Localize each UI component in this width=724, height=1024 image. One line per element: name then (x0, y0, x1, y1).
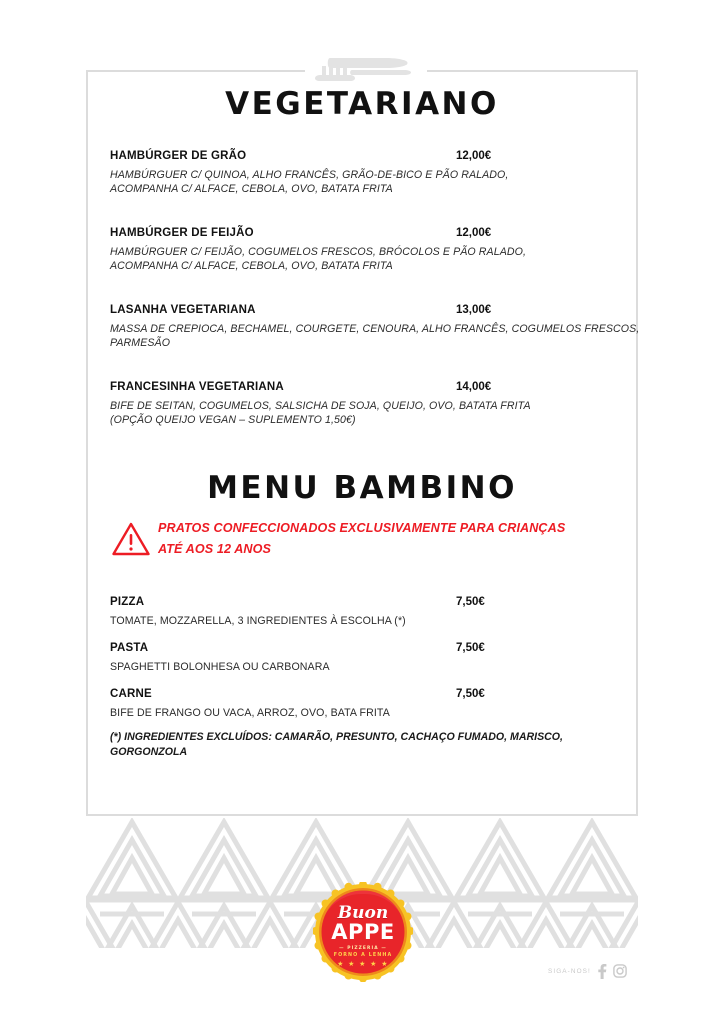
footnote-line: GORGONZOLA (110, 746, 188, 758)
description-line: BIFE DE SEITAN, COGUMELOS, SALSICHA DE SOJA, QUEIJO, OVO, BATATA FRITA (110, 400, 531, 412)
menu-item (110, 227, 602, 273)
menu-item-header (110, 150, 602, 166)
menu-item (110, 304, 640, 350)
menu-item-price: 13,00€ (456, 304, 492, 316)
menu-item-name: CARNE (110, 688, 152, 700)
menu-item-name: FRANCESINHA VEGETARIANA (110, 381, 284, 393)
menu-item-description (110, 399, 602, 427)
excluded-ingredients-note (110, 730, 602, 760)
menu-item-name: HAMBÚRGER DE GRÃO (110, 150, 247, 162)
menu-item-price: 7,50€ (456, 642, 485, 654)
menu-item-header (110, 381, 602, 397)
menu-item-header (110, 688, 602, 704)
footnote-line: (*) INGREDIENTES EXCLUÍDOS: CAMARÃO, PRESUNTO, CACHAÇO FUMADO, MARISCO, (110, 731, 563, 743)
menu-item-price: 7,50€ (456, 688, 485, 700)
description-line: ACOMPANHA C/ ALFACE, CEBOLA, OVO, BATATA FRITA (110, 183, 393, 196)
menu-item (110, 596, 602, 628)
menu-item (110, 150, 602, 196)
description-line: ACOMPANHA C/ ALFACE, CEBOLA, OVO, BATATA FRITA (110, 260, 393, 273)
warning-line: PRATOS CONFECCIONADOS EXCLUSIVAMENTE PARA CRIANÇAS (158, 521, 566, 535)
menu-item-header (110, 304, 602, 320)
menu-item-price: 7,50€ (456, 596, 485, 608)
description-line: PARMESÃO (110, 337, 171, 350)
menu-item-header (110, 596, 602, 612)
menu-item (110, 642, 602, 674)
menu-item-price: 14,00€ (456, 381, 492, 393)
description-line: HAMBÚRGUER C/ FEIJÃO, COGUMELOS FRESCOS, BRÓCOLOS E PÃO RALADO, (110, 246, 526, 258)
menu-item-description (110, 322, 640, 350)
logo-script-text: Buon (337, 903, 389, 923)
facebook-icon[interactable] (597, 964, 607, 979)
section-title-bambino: MENU BAMBINO (207, 470, 517, 506)
menu-item-header (110, 227, 602, 243)
follow-us-label: SIGA-NOS! (548, 967, 591, 975)
description-line: BIFE DE FRANGO OU VACA, ARROZ, OVO, BATA FRITA (110, 707, 390, 719)
warning-line: ATÉ AOS 12 ANOS (158, 542, 271, 556)
description-line: SPAGHETTI BOLONHESA OU CARBONARA (110, 661, 330, 673)
logo-subtitle-2: FORNO A LENHA (333, 953, 393, 958)
menu-item-description (110, 660, 602, 674)
logo-badge-shape (313, 882, 413, 982)
menu-item-description (110, 168, 602, 196)
menu-item-price: 12,00€ (456, 150, 492, 162)
menu-item (110, 381, 602, 427)
menu-item-name: PASTA (110, 642, 149, 654)
instagram-icon[interactable] (613, 964, 627, 978)
description-line: MASSA DE CREPIOCA, BECHAMEL, COURGETE, CENOURA, ALHO FRANCÊS, COGUMELOS FRESCOS, (110, 323, 640, 335)
logo-stars: ★ ★ ★ ★ ★ (337, 961, 389, 968)
menu-item-description (110, 706, 602, 720)
logo-subtitle-1: — PIZZERIA — (339, 946, 387, 951)
age-restriction-notice (110, 518, 610, 564)
menu-item-price: 12,00€ (456, 227, 492, 239)
section-title-vegetariano: VEGETARIANO (225, 86, 499, 122)
menu-item-name: HAMBÚRGER DE FEIJÃO (110, 227, 254, 239)
menu-item-name: PIZZA (110, 596, 145, 608)
menu-item-description (110, 614, 602, 628)
menu-item-header (110, 642, 602, 658)
menu-item-name: LASANHA VEGETARIANA (110, 304, 256, 316)
menu-item-description (110, 245, 602, 273)
restaurant-logo (313, 882, 413, 982)
description-line: HAMBÚRGUER C/ QUINOA, ALHO FRANCÊS, GRÃO-DE-BICO E PÃO RALADO, (110, 169, 509, 181)
description-line: (OPÇÃO QUEIJO VEGAN – SUPLEMENTO 1,50€) (110, 414, 356, 427)
warning-triangle-icon (111, 521, 151, 557)
age-restriction-text (158, 518, 610, 560)
description-line: TOMATE, MOZZARELLA, 3 INGREDIENTES À ESCOLHA (*) (110, 615, 406, 627)
logo-main-text: APPE (331, 920, 395, 944)
menu-item (110, 688, 602, 720)
social-follow-group (548, 962, 627, 980)
cutlery-icon (312, 48, 420, 84)
